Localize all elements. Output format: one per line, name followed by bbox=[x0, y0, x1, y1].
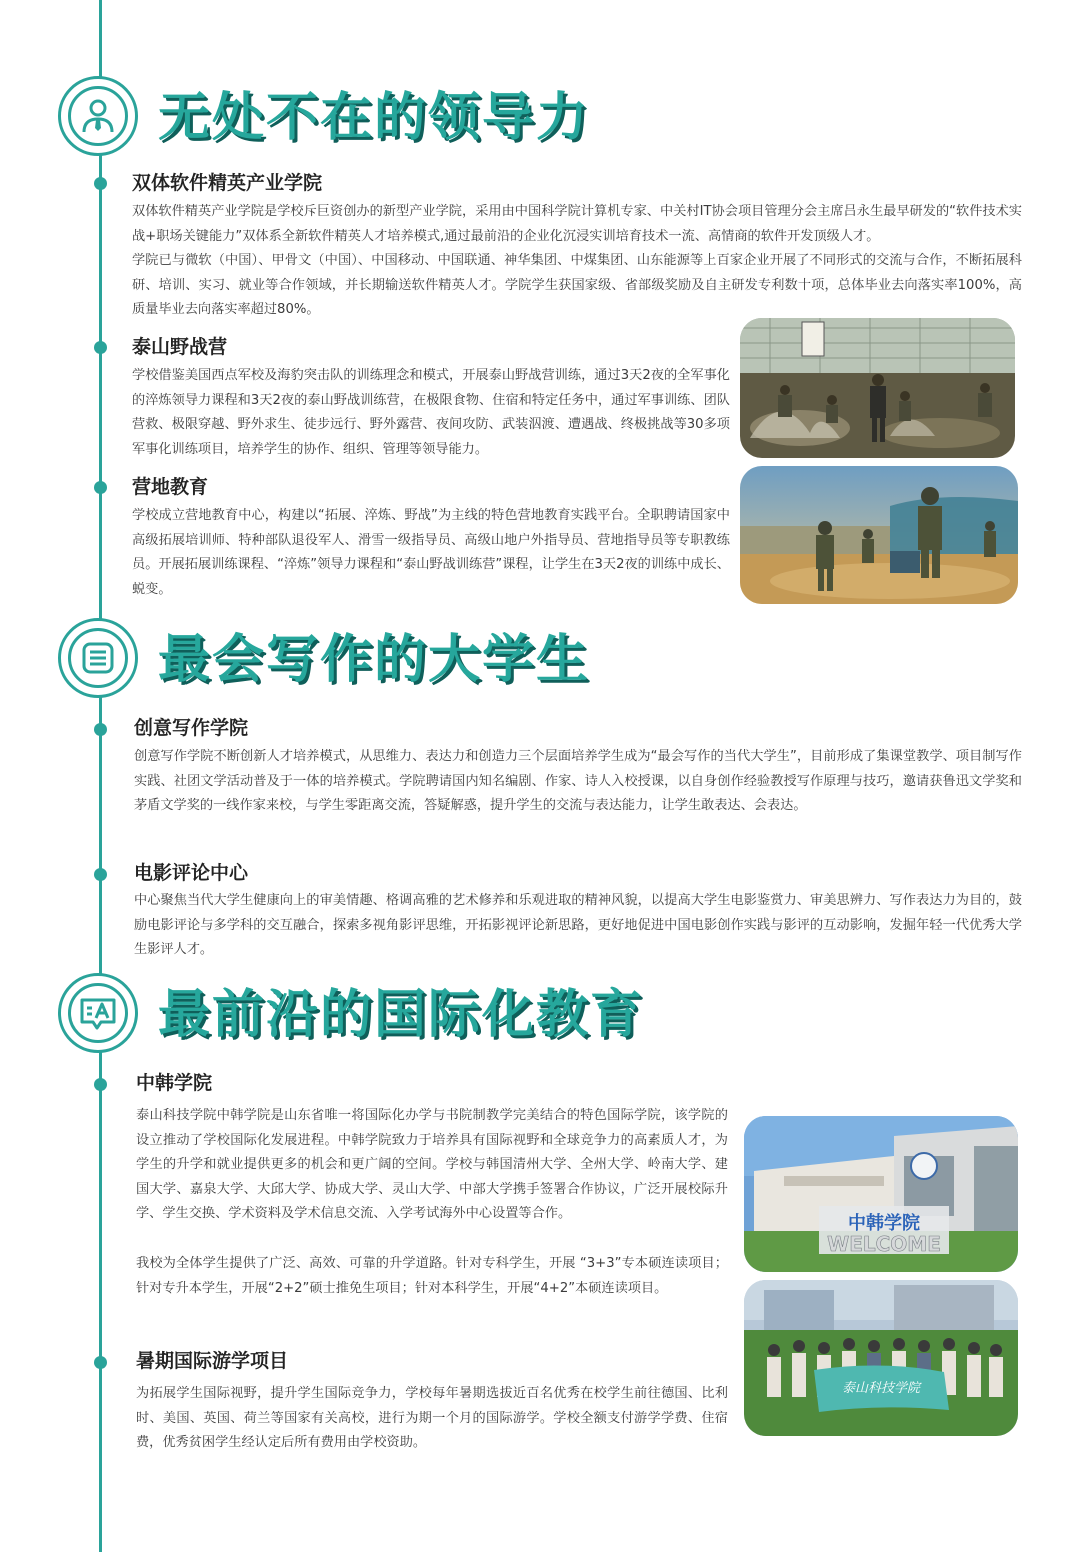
welcome-letters: WELCOME bbox=[827, 1232, 941, 1256]
paragraph: 我校为全体学生提供了广泛、高效、可靠的升学道路。针对专科学生，开展 “3+3”专本硕连读项目；针对专升本学生，开展“2+2”硕士推免生项目；针对本科学生，开展“4+2”本硕连读项目。 bbox=[136, 1256, 728, 1296]
document-lines-icon bbox=[78, 638, 118, 678]
paragraph: 学院已与微软（中国）、甲骨文（中国）、中国移动、中国联通、神华集团、中煤集团、山东能源等上百家企业开展了不同形式的交流与合作，不断拓展科研、培训、实习、就业等合作领域，并长期输送软件精英人才。学院学生获国家级、省部级奖励及自主研发专利数十项，总体毕业去向落实率100%，高质量毕业去向落实率超过80%。 bbox=[132, 253, 1022, 317]
subsection-heading: 电影评论中心 bbox=[134, 862, 249, 884]
welcome-sign-text: 中韩学院 bbox=[848, 1213, 920, 1234]
section-icon-leadership bbox=[58, 76, 138, 156]
section-title-writing: 最会写作的大学生 bbox=[158, 630, 591, 690]
timeline-dot bbox=[94, 341, 107, 354]
paragraph: 学校成立营地教育中心，构建以“拓展、淬炼、野战”为主线的特色营地教育实践平台。全职聘请国家中高级拓展培训师、特种部队退役军人、滑雪一级指导员、高级山地户外指导员、营地指导员等专职教练员。开展拓展训练课程、“淬炼”领导力课程和“泰山野战训练营”课程，让学生在3天2夜的训练中成长、蜕变。 bbox=[132, 508, 730, 597]
timeline-line bbox=[99, 0, 102, 1552]
subsection-heading: 营地教育 bbox=[132, 476, 209, 498]
subsection-heading: 创意写作学院 bbox=[134, 717, 249, 739]
photo-camp-training bbox=[740, 466, 1018, 604]
section-title-international: 最前沿的国际化教育 bbox=[158, 985, 645, 1045]
paragraph: 泰山科技学院中韩学院是山东省唯一将国际化办学与书院制教学完美结合的特色国际学院，该学院的设立推动了学校国际化发展进程。中韩学院致力于培养具有国际视野和全球竞争力的高素质人才，为学生的升学和就业提供更多的机会和更广阔的空间。学校与韩国清州大学、全州大学、岭南大学、建国大学、嘉泉大学、大邱大学、协成大学、灵山大学、中部大学携手签署合作协议，广泛开展校际升学、学生交换、学术资料及学术信息交流、入学考试海外中心设置等合作。 bbox=[136, 1108, 728, 1221]
timeline-dot bbox=[94, 1356, 107, 1369]
photo-study-tour-group bbox=[744, 1280, 1018, 1436]
photo-korean-college-building bbox=[744, 1116, 1018, 1272]
timeline-dot bbox=[94, 177, 107, 190]
subsection-heading: 暑期国际游学项目 bbox=[136, 1350, 289, 1372]
timeline-dot bbox=[94, 481, 107, 494]
timeline-dot bbox=[94, 1078, 107, 1091]
leader-person-icon bbox=[78, 96, 118, 136]
paragraph: 中心聚焦当代大学生健康向上的审美情趣、格调高雅的艺术修养和乐观进取的精神风貌，以提高大学生电影鉴赏力、审美思辨力、写作表达力为目的，鼓励电影评论与多学科的交互融合，探索多视角影评思维，开拓影视评论新思路，更好地促进中国电影创作实践与影评的互动影响，发掘年轻一代优秀大学生影评人才。 bbox=[134, 893, 1022, 957]
timeline-dot bbox=[94, 723, 107, 736]
paragraph: 双体软件精英产业学院是学校斥巨资创办的新型产业学院，采用由中国科学院计算机专家、中关村IT协会项目管理分会主席吕永生最早研发的“软件技术实战+职场关键能力”双体系全新软件精英人才培养模式,通过最前沿的企业化沉浸实训培育技术一流、高情商的软件开发顶级人才。 bbox=[132, 204, 1022, 244]
translate-chat-icon bbox=[77, 992, 119, 1034]
section-icon-international bbox=[58, 973, 138, 1053]
paragraph: 为拓展学生国际视野，提升学生国际竞争力，学校每年暑期选拔近百名优秀在校学生前往德国、比利时、美国、英国、荷兰等国家有关高校，进行为期一个月的国际游学。学校全额支付游学学费、住宿费，优秀贫困学生经认定后所有费用由学校资助。 bbox=[136, 1386, 728, 1450]
group-banner-text: 泰山科技学院 bbox=[841, 1381, 921, 1396]
section-title-leadership: 无处不在的领导力 bbox=[158, 88, 591, 148]
subsection-heading: 中韩学院 bbox=[136, 1072, 213, 1094]
photo-mud-training bbox=[740, 318, 1015, 458]
subsection-heading: 泰山野战营 bbox=[132, 336, 228, 358]
paragraph: 创意写作学院不断创新人才培养模式，从思维力、表达力和创造力三个层面培养学生成为“最会写作的当代大学生”，目前形成了集课堂教学、项目制写作实践、社团文学活动普及于一体的培养模式。学院聘请国内知名编剧、作家、诗人入校授课，以自身创作经验教授写作原理与技巧，邀请获鲁迅文学奖和茅盾文学奖的一线作家来校，与学生零距离交流，答疑解惑，提升学生的交流与表达能力，让学生敢表达、会表达。 bbox=[134, 749, 1022, 813]
paragraph: 学校借鉴美国西点军校及海豹突击队的训练理念和模式，开展泰山野战营训练，通过3天2夜的全军事化的淬炼领导力课程和3天2夜的泰山野战训练营，在极限食物、住宿和特定任务中，通过军事训练、团队营救、极限穿越、野外求生、徒步远行、野外露营、夜间攻防、武装泅渡、遭遇战、终极挑战等30多项军事化训练项目，培养学生的协作、组织、管理等领导能力。 bbox=[132, 368, 730, 457]
timeline-dot bbox=[94, 868, 107, 881]
section-icon-writing bbox=[58, 618, 138, 698]
subsection-heading: 双体软件精英产业学院 bbox=[132, 172, 323, 194]
